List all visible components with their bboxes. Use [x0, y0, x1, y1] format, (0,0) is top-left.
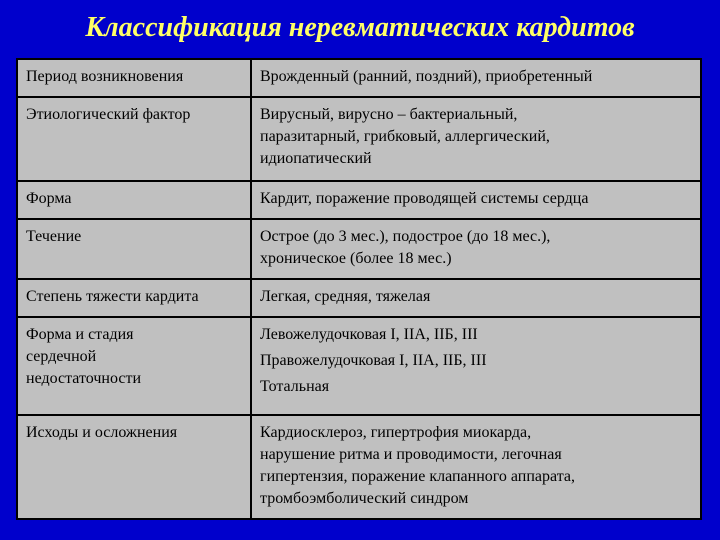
table-row: [17, 181, 701, 219]
value-line: Острое (до 3 мес.), подострое (до 18 мес.),: [260, 228, 551, 245]
label-line: недостаточности: [26, 370, 141, 387]
label-line: сердечной: [26, 348, 97, 365]
table-row: [17, 219, 701, 279]
value-line: тромбоэмболический синдром: [260, 490, 469, 507]
row-label-heart-failure: [17, 317, 251, 415]
row-label-course: Течение: [17, 219, 251, 279]
value-line: хроническое (более 18 мес.): [260, 250, 452, 267]
value-line: паразитарный, грибковый, аллергический,: [260, 128, 550, 145]
table-row: [17, 279, 701, 317]
value-line: нарушение ритма и проводимости, легочная: [260, 446, 562, 463]
value-line: Кардит, поражение проводящей системы сердца: [260, 190, 589, 207]
value-line: Легкая, средняя, тяжелая: [260, 288, 431, 305]
row-label-outcomes: Исходы и осложнения: [17, 415, 251, 519]
row-value-heart-failure: [251, 317, 701, 415]
value-line: Кардиосклероз, гипертрофия миокарда,: [260, 424, 532, 441]
classification-table: [16, 58, 702, 520]
row-label-etiology: Этиологический фактор: [17, 97, 251, 181]
table-row: [17, 97, 701, 181]
value-line: Врожденный (ранний, поздний), приобретенный: [260, 68, 593, 85]
table-row: [17, 59, 701, 97]
table-row: [17, 317, 701, 415]
value-line: Правожелудочковая I, IIА, IIБ, III: [260, 352, 487, 369]
value-line: Левожелудочковая I, IIА, IIБ, III: [260, 326, 478, 343]
row-label-severity: Степень тяжести кардита: [17, 279, 251, 317]
row-value-course: [251, 219, 701, 279]
row-value-etiology: [251, 97, 701, 181]
row-value-outcomes: [251, 415, 701, 519]
row-label-form: Форма: [17, 181, 251, 219]
page-title: Классификация неревматических кардитов: [85, 12, 635, 43]
value-line: гипертензия, поражение клапанного аппарата,: [260, 468, 576, 485]
value-line: идиопатический: [260, 150, 372, 167]
row-value-onset-period: [251, 59, 701, 97]
label-line: Форма и стадия: [26, 326, 134, 343]
value-line: Вирусный, вирусно – бактериальный,: [260, 106, 518, 123]
value-line: Тотальная: [260, 378, 330, 395]
row-label-onset-period: Период возникновения: [17, 59, 251, 97]
row-value-form: [251, 181, 701, 219]
row-value-severity: [251, 279, 701, 317]
table-row: [17, 415, 701, 519]
